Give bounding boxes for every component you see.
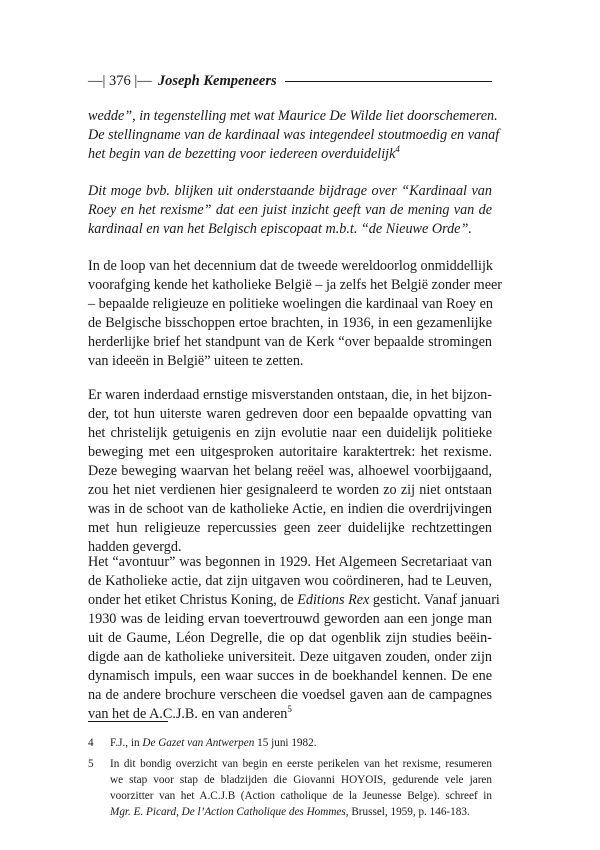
text-line: met hun religieuze repercussies geen zeer duidelijke rechtzettingen (88, 520, 492, 536)
text-line: wedde”, in tegenstelling met wat Maurice De Wilde liet doorschemeren. (88, 108, 498, 124)
header-rule (285, 81, 492, 82)
footnote-line: voorzitter van het A.C.J.B (Action catholique de la Jeunesse Belge). schreef in (110, 790, 492, 802)
text-line: uit de Gaume, Léon Degrelle, die op dat ogenblik zijn studies beëin- (88, 630, 492, 646)
footnote-line-content: , Brussel, 1959, p. 146-183. (345, 806, 470, 818)
footnote-line: In dit bondig overzicht van begin en eerste perikelen van het rexisme, resumeren (110, 758, 492, 770)
text-line: – bepaalde religieuze en politieke woelingen die kardinaal van Roey en (88, 296, 493, 312)
text-line: de Belgische bisschoppen ertoe brachten, in 1936, in een gezamenlijke (88, 315, 492, 331)
text-line: van ideeën in België” uiteen te zetten. (88, 353, 304, 369)
text-line: kardinaal en van het Belgisch episcopaat m.b.t. “de Nieuwe Orde”. (88, 221, 472, 237)
footnote-line (110, 735, 492, 751)
footnote-number: 4 (88, 737, 94, 749)
book-title: Mgr. E. Picard, De l’Action Catholique des Hommes (110, 806, 346, 818)
footnote-ref-5[interactable]: 5 (287, 704, 292, 714)
newspaper-title: De Gazet van Antwerpen (142, 737, 255, 749)
text-line: dynamisch impuls, een waar succes in de boekhandel kennen. De ene (88, 668, 492, 684)
footnote-line-content: F.J., in (110, 737, 143, 749)
text-line-content: onder het etiket Christus Koning, de (88, 592, 298, 608)
publisher-name: Editions Rex (297, 592, 370, 608)
text-line: In de loop van het decennium dat de tweede wereldoorlog onmiddellijk (88, 258, 494, 274)
text-line: voorafging kende het katholieke België – ja zelfs het België zonder meer (88, 277, 503, 293)
text-line: Dit moge bvb. blijken uit onderstaande bijdrage over “Kardinaal van (88, 183, 492, 199)
text-line: Het “avontuur” was begonnen in 1929. Het Algemeen Secretariaat van (88, 554, 492, 570)
text-line: 1930 was de leiding ervan toevertrouwd geworden aan een jonge man (88, 611, 492, 627)
paragraph-1 (88, 107, 500, 164)
paragraph-2 (88, 182, 492, 239)
footnote-number: 5 (88, 758, 94, 770)
text-line: der, tot hun uiterste waren gedreven door een bepaalde opvatting van (88, 406, 492, 422)
footnote-text (110, 735, 492, 751)
text-line: zou het niet verdienen hier gesignaleerd te worden zo zij niet ontstaan (88, 482, 492, 498)
text-line (88, 145, 492, 164)
text-line: hadden gevergd. (88, 539, 182, 555)
text-line: digde aan de katholieke universiteit. Deze uitgaven zouden, onder zijn (88, 649, 492, 665)
text-line: beweging met een uitgesproken autoritaire karaktertrek: het rexisme. (88, 444, 492, 460)
text-line-content: het begin van de bezetting voor iedereen overduidelijk (88, 146, 396, 162)
text-line: het christelijk getuigenis en zijn evolutie naar een duidelijk politieke (88, 425, 492, 441)
footnote-separator (88, 721, 168, 722)
text-line: na de andere brochure verscheen die voedsel gaven aan de campagnes (88, 687, 492, 703)
text-line: De stellingname van de kardinaal was integendeel stoutmoedig en vanaf (88, 127, 500, 143)
running-header-author: Joseph Kempeneers (157, 73, 277, 89)
text-line: was in de schoot van de katholieke Actie, en indien die overdrijvingen (88, 501, 492, 517)
paragraph-4 (88, 386, 492, 557)
text-line (88, 591, 500, 610)
footnote-text (110, 756, 492, 820)
paragraph-3 (88, 257, 503, 371)
text-line: Er waren inderdaad ernstige misverstanden ontstaan, die, in het bijzon- (88, 387, 492, 403)
footnote-line-content: 15 juni 1982. (254, 737, 317, 749)
footnote-line (110, 804, 492, 820)
footnote-ref-4[interactable]: 4 (395, 144, 400, 154)
text-line-content: van het de A.C.J.B. en van anderen (88, 706, 288, 722)
paragraph-5 (88, 553, 500, 724)
footnote-line: we stap voor stap de bladzijden die Giovanni HOYOIS, gedurende vele jaren (110, 774, 492, 786)
text-line: Roey en het rexisme” dat een juist inzicht geeft van de mening van de (88, 202, 492, 218)
text-line-content: gesticht. Vanaf januari (369, 592, 500, 608)
page-number: —| 376 |— (88, 73, 152, 89)
text-line: herderlijke brief het standpunt van de Kerk “over bepaalde stromingen (88, 334, 492, 350)
text-line: Deze beweging waarvan het belang reëel was, alhoewel voorbijgaand, (88, 463, 492, 479)
running-header (88, 72, 492, 90)
text-line: de Katholieke actie, dat zijn uitgaven wou coördineren, had te Leuven, (88, 573, 492, 589)
